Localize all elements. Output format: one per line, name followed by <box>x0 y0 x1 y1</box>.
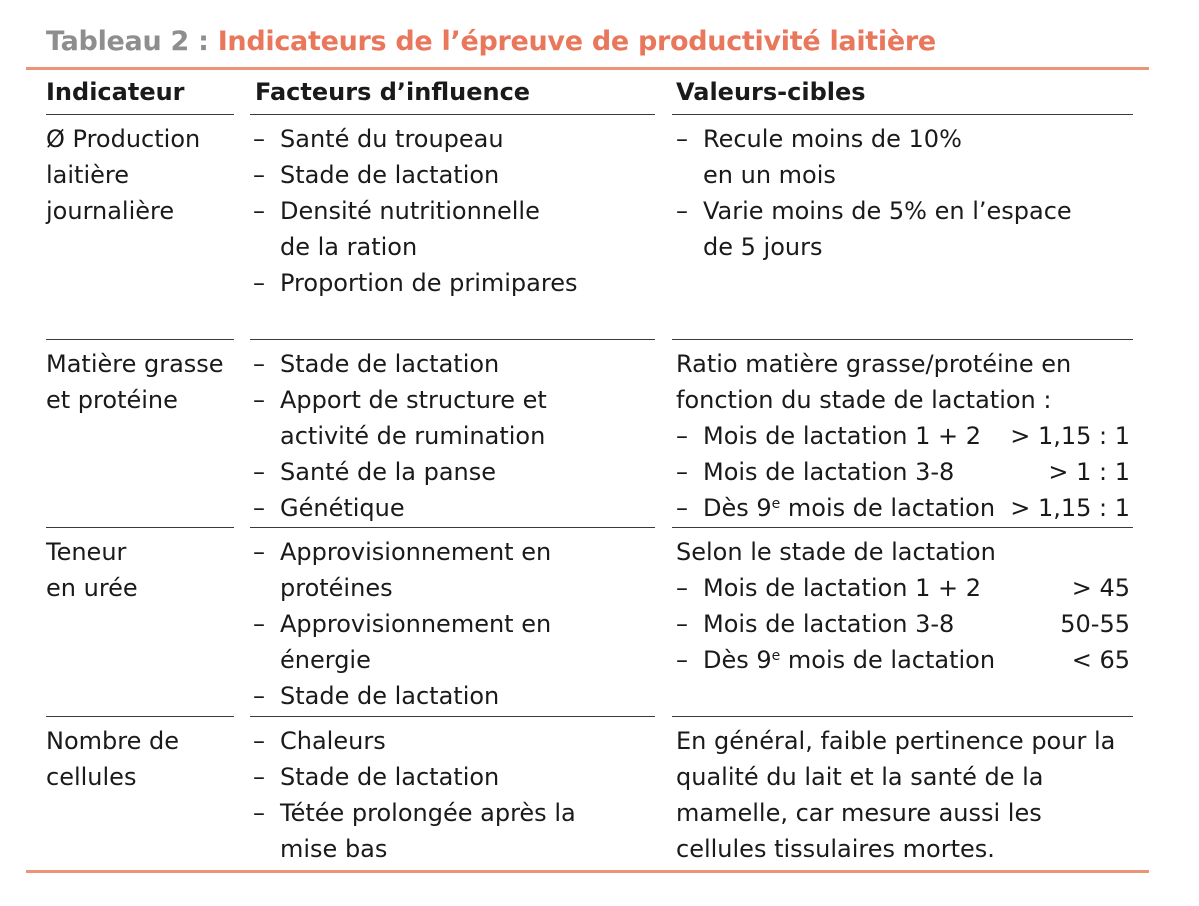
table-number: Tableau 2 : <box>46 26 209 57</box>
row-divider <box>672 339 1133 340</box>
list-item: – Dès 9e mois de lactation < 65 <box>676 646 1130 674</box>
header-divider <box>250 114 655 115</box>
top-rule <box>26 67 1149 70</box>
row-4-factors <box>253 723 653 867</box>
row-1-targets <box>676 121 1132 265</box>
header-facteurs: Facteurs d’influence <box>255 78 531 106</box>
row-divider <box>46 716 234 717</box>
header-valeurs: Valeurs-cibles <box>676 78 866 106</box>
row-divider <box>46 527 234 528</box>
list-item: – Approvisionnement en énergie <box>253 610 552 674</box>
row-4-indicator: Nombre de cellules <box>46 727 179 791</box>
table-title <box>46 26 936 57</box>
row-4-targets: En général, faible pertinence pour la qualité du lait et la santé de la mamelle, car mesure aussi les cellules tissulaires mortes. <box>676 727 1116 863</box>
list-item: – Densité nutritionnelle de la ration <box>253 197 540 261</box>
list-item: – Santé du troupeau <box>253 125 504 153</box>
row-divider <box>250 527 655 528</box>
row-divider <box>672 527 1133 528</box>
list-item: – Santé de la panse <box>253 458 497 486</box>
list-item: – Chaleurs <box>253 727 386 755</box>
list-item: – Tétée prolongée après la mise bas <box>253 799 576 863</box>
row-1-indicator: Ø Production laitière journalière <box>46 125 201 225</box>
row-1-factors <box>253 121 653 301</box>
bottom-rule <box>26 870 1149 873</box>
list-item: – Stade de lactation <box>253 682 500 710</box>
header-divider <box>672 114 1133 115</box>
row-divider <box>250 716 655 717</box>
row-2-targets: Ratio matière grasse/protéine en fonction du stade de lactation : – Mois de lactation 1 + 2 > 1,15 : 1 – Mois de lactation 3-8 > 1 : 1 – Dès 9e mois de lactation > 1,15 : 1 <box>676 346 1130 526</box>
list-item: – Stade de lactation <box>253 350 500 378</box>
list-item: – Mois de lactation 1 + 2 > 45 <box>676 574 1130 602</box>
row-2-factors <box>253 346 653 526</box>
header-divider <box>46 114 234 115</box>
list-item: – Mois de lactation 3-8 50-55 <box>676 610 1130 638</box>
list-item: – Recule moins de 10% en un mois <box>676 125 962 189</box>
list-item: – Varie moins de 5% en l’espace de 5 jours <box>676 197 1072 261</box>
row-3-factors <box>253 534 653 714</box>
row-divider <box>46 339 234 340</box>
list-item: – Apport de structure et activité de rumination <box>253 386 547 450</box>
row-divider <box>250 339 655 340</box>
row-3-targets: Selon le stade de lactation – Mois de lactation 1 + 2 > 45 – Mois de lactation 3-8 50-55 – Dès 9e mois de lactation < 65 <box>676 534 1130 678</box>
list-item: – Stade de lactation <box>253 763 500 791</box>
list-item: – Proportion de primipares <box>253 269 578 297</box>
list-item: – Stade de lactation <box>253 161 500 189</box>
list-item: – Dès 9e mois de lactation > 1,15 : 1 <box>676 494 1130 522</box>
row-2-indicator: Matière grasse et protéine <box>46 350 224 414</box>
row-3-indicator: Teneur en urée <box>46 538 138 602</box>
list-item: – Mois de lactation 1 + 2 > 1,15 : 1 <box>676 422 1130 450</box>
row-divider <box>672 716 1133 717</box>
table-caption: Indicateurs de l’épreuve de productivité laitière <box>217 26 936 57</box>
header-indicateur: Indicateur <box>46 78 185 106</box>
list-item: – Mois de lactation 3-8 > 1 : 1 <box>676 458 1130 486</box>
list-item: – Approvisionnement en protéines <box>253 538 552 602</box>
list-item: – Génétique <box>253 494 405 522</box>
